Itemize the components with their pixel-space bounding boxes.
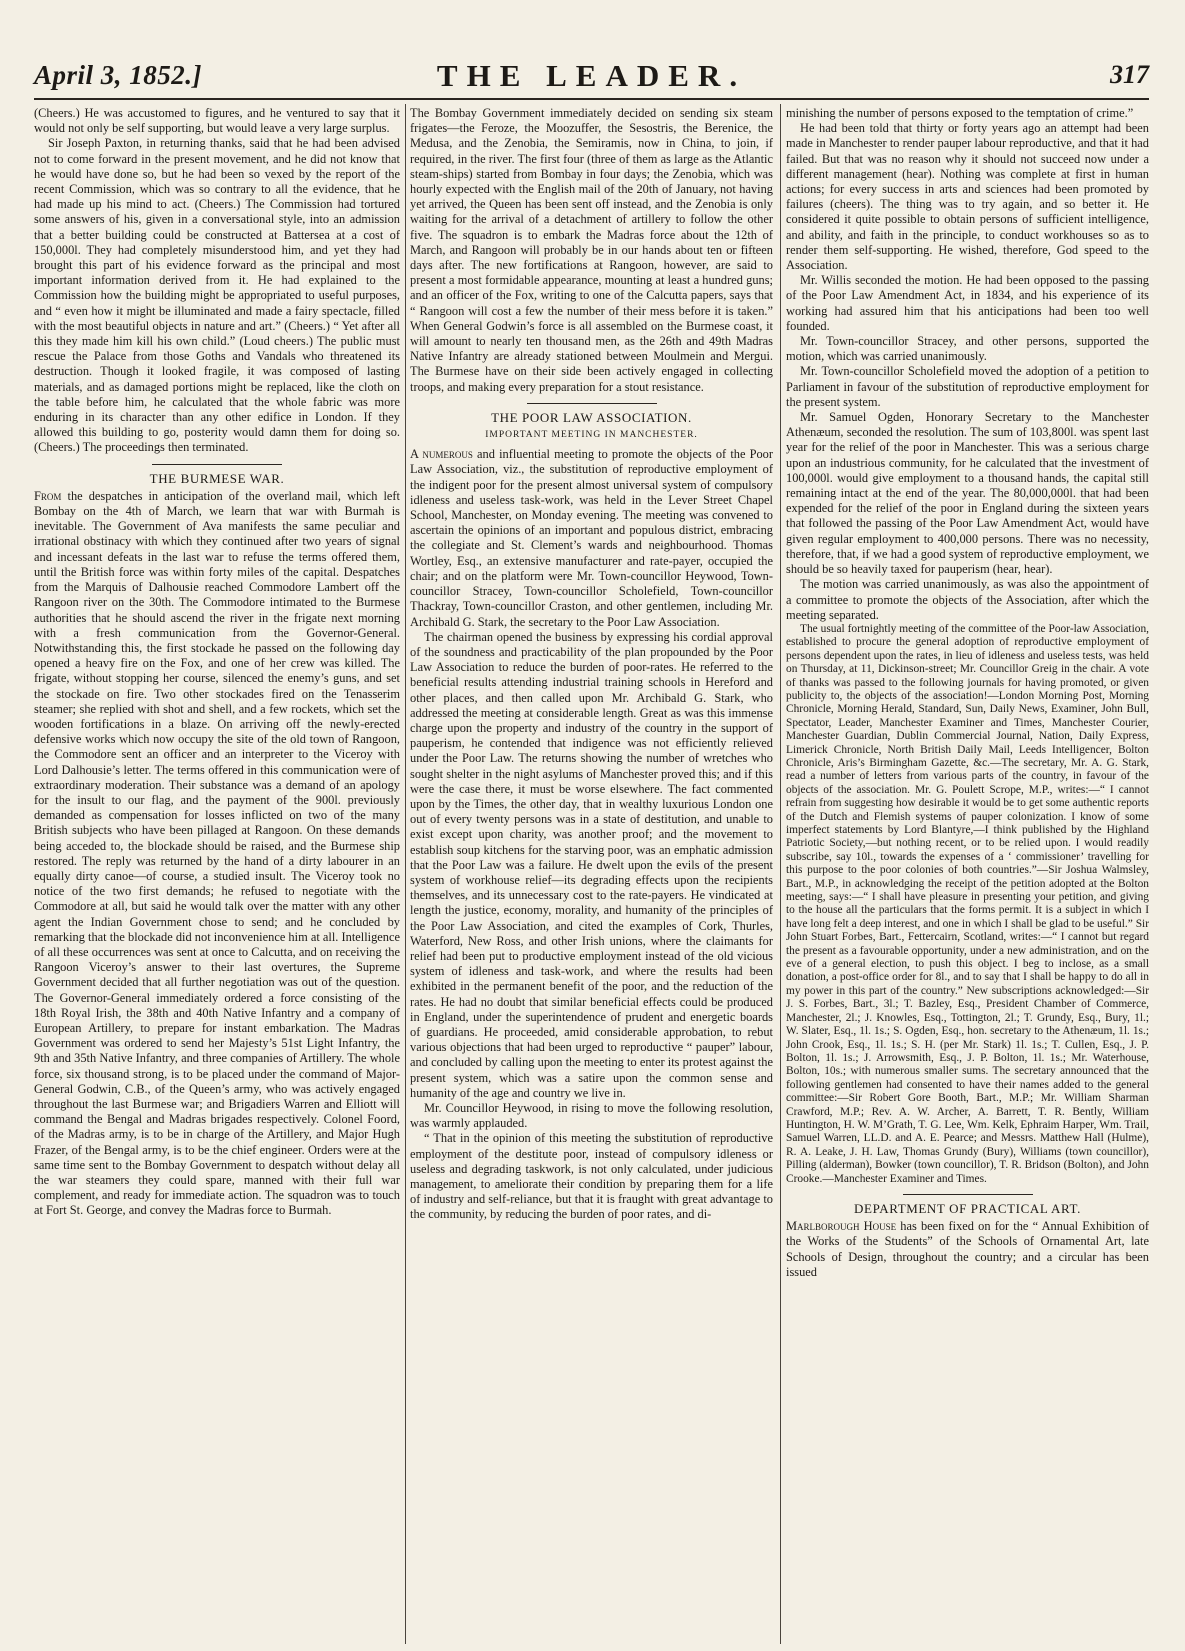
burmese-war-text: the despatches in anticipation of the overland mail, which left Bombay on the 4th of March, we learn that war with Burmah is inevitable. The Government of Ava manifests the same peculiar and irrational obstinacy with which they continued after two years of signal and incessant defeats in the last war to refuse the terms offered them, until the British force was within forty miles of the capital. Despatches from the Marquis of Dalhousie reached Commodore Lambert off the Rangoon river on the 30th. The Commodore intimated to the Burmese authorities that he should ascend the river in the frigate next morning with a fresh communication from the Governor-General. Notwithstanding this, the first stockade he passed on the following day opened a heavy fire on the Fox, and one of her crew was killed. The frigate, without stopping her course, silenced the enemy’s guns, and set the stockade on fire. Two other stockades fired on the Tenasserim steamer; she replied with shot and shell, and a few rockets, which set the wooden fortifications in a blaze. On arriving off the newly-erected defensive works which now occupy the site of the old town of Rangoon, the Commodore sent an officer and an interpreter to the Viceroy with Lord Dalhousie’s letter. The terms offered in this communication were of extraordinary moderation. Their substance was a demand of an apology for the insult to our flag, and the payment of the 900l. previously demanded as compensation for losses inflicted on two of the many British subjects who have been pillaged at Rangoon. On these demands being acceded to, the blockade should be raised, and the Burmese ship restored. The reply was returned by the hand of a dirty labourer in an equally dirty canoe—of course, a studied insult. The Viceroy took no notice of the two first demands; he refused to negotiate with the Commodore at all, but said he would talk over the matter with any other agent the Indian Government chose to send; and he concluded by remarking that the blockade did not inconvenience him at all. Intelligence of all these occurrences was sent at once to Calcutta, and on receiving the Rangoon Viceroy’s answer to their last overtures, the Supreme Government decided that all further negotiation was out of the question. The Governor-General immediately ordered a force consisting of the 18th Royal Irish, the 38th and 40th Native Infantry and a company of European Artillery, to prepare for instant embarkation. The Madras Government was ordered to send her Majesty’s 51st Light Infantry, the 9th and 35th Native Infantry, and three companies of Artillery. The whole force, six thousand strong, is to be placed under the command of Major-General Godwin, C.B., of the Queen’s army, who was actively engaged throughout the last Burmese war; and Brigadiers Warren and Elliott will command the Bengal and Madras brigades respectively. Colonel Foord, of the Madras army, is to be in charge of the Artillery, and Major Hugh Frazer, of the Bengal army, is to be the chief engineer. Orders were at the same time sent to the Bombay Government to despatch without delay all the war steamers they could spare, manned with their full war complement, and ready for immediate action. The squadron was to touch at Fort St. George, and convey the Madras force to Burmah. — [34, 488, 400, 1218]
poor-law-heading: THE POOR LAW ASSOCIATION. — [491, 409, 692, 425]
scholefield-paragraph: Mr. Town-councillor Scholefield moved the adoption of a petition to Parliament in favour of the substitution of reproductive employment for the present system. — [786, 364, 1149, 409]
resolution-continued: minishing the number of persons exposed to the temptation of crime.” — [786, 106, 1134, 120]
practical-art-paragraph — [786, 1219, 1149, 1280]
column-rule-left — [405, 104, 406, 1644]
resolution-paragraph: “ That in the opinion of this meeting the substitution of reproductive employment of the destitute poor, instead of compulsory idleness or useless and degrading taskwork, is not only calculated, under judicious management, to ameliorate their condition by preparing them for a life of industry and self-reliance, but that it is fraught with great advantage to the community, by reducing the burden of poor rates, and di- — [410, 1131, 773, 1222]
section-divider — [903, 1194, 1033, 1195]
issue-date: April 3, 1852.] — [34, 60, 203, 90]
poor-law-intro-text: and influential meeting to promote the objects of the Poor Law Association, viz., the substitution of reproductive employment of the indigent poor for the present almost universal system of compulsory idleness and useless task-work, was held in the Lever Street Chapel School, Manchester, on Monday evening. The meeting was convened to ascertain the opinions of an important and populous district, embracing the collegiate and St. Clement’s wards and neighbourhood. Thomas Wortley, Esq., an extensive manufacturer and rate-payer, occupied the chair; and on the platform were Mr. Town-councillor Heywood, Town-councillor Stracey, Town-councillor Scholefield, Town-councillor Thackray, Town-councillor Craston, and other gentlemen, including Mr. Archibald G. Stark, the secretary to the Poor Law Association. — [410, 447, 773, 629]
poor-law-intro-paragraph — [410, 447, 773, 629]
section-divider — [527, 403, 657, 404]
page-header — [34, 58, 1149, 98]
heywood-speech-paragraph: He had been told that thirty or forty years ago an attempt had been made in Manchester to render pauper labour reproductive, and that it had failed. But that was no reason why it should not succeed now under a different management (hear). Nothing was complete at first in human actions; for every success in arts and sciences had been promoted by failures (cheers). The thing was to try again, and so better it. He considered it quite possible to obtain persons of sufficient intelligence, and ability, and faith in the principle, to conduct workhouses so as to render them self-supporting. He wished, therefore, God speed to the Association. — [786, 121, 1149, 273]
crystal-palace-paragraph-end: (Cheers.) He was accustomed to figures, and he ventured to say that it would not only be self supporting, but would leave a very large surplus. — [34, 106, 400, 136]
burmese-war-lead-word: From — [34, 488, 62, 503]
stracey-paragraph: Mr. Town-councillor Stracey, and other persons, supported the motion, which was carried unanimously. — [786, 334, 1149, 364]
header-rule — [34, 98, 1149, 100]
poor-law-lead-words: A numerous — [410, 447, 473, 462]
poor-law-subheading: IMPORTANT MEETING IN MANCHESTER. — [485, 430, 698, 441]
masthead-title: THE LEADER. — [436, 58, 747, 93]
practical-art-text: has been fixed on for the “ Annual Exhibition of the Works of the Students” of the Schools of Ornamental Art, late Schools of Design, throughout the country; and a circular has been issued — [786, 1219, 1149, 1279]
chairman-paragraph: The chairman opened the business by expressing his cordial approval of the soundness and practicability of the plan propounded by the Poor Law Association to reduce the burden of poor-rates. He referred to the beneficial results attending industrial training schools in Hereford and other places, and then called upon Mr. Archibald G. Stark, who addressed the meeting at considerable length. Great as was this immense charge upon the property and industry of the country in the support of pauperism, he contended that indigence was not efficiently relieved under the Poor Law. The returns showing the number of wretches who sought shelter in the night asylums of Manchester proved this; and if this were the case there, it must be worse elsewhere. The fact commented upon by the Times, the other day, that in wealthy luxurious London one out of every twenty persons was in a state of destitution, and unable to exist except upon charity, was another proof; and the movement to establish soup kitchens for the starving poor, was an emphatic admission that the Poor Law was a failure. He dwelt upon the evils of the present system of workhouse relief—its degrading effects upon the recipients themselves, and its unnecessary cost to the rate-payers. He vindicated at length the justice, economy, morality, and humanity of the principles of the Poor Law Association, and cited the examples of Cork, Thurles, Waterford, New Ross, and other Irish unions, where the claimants for relief had been put to productive employment instead of the old vicious system of idleness and task-work, and where the results had been exhibited in the permanent benefit of the poor, and the reduction of the rates. He had no doubt that similar beneficial effects could be produced in England, under the superintendence of prudent and energetic boards of guardians. He proceeded, amid considerable approbation, to rebut various objections that had been urged to reproductive “ pauper” labour, and concluded by calling upon the meeting to enter its protest against the present system, which was a satire upon the common sense and humanity of the age and country we live in. — [410, 629, 773, 1100]
bombay-government-paragraph: The Bombay Government immediately decided on sending six steam frigates—the Feroze, the Moozuffer, the Sesostris, the Berenice, the Medusa, and the Zenobia, the Semiramis, now in China, to join, if required, in the river. The first four (three of them as large as the Atlantic steam-ships) started from Bombay in four days; the Zenobia, which was hourly expected with the English mail of the 20th of January, not having yet arrived, the Queen has been sent off instead, and the Zenobia is only waiting for the arrival of a detachment of artillery to follow the other five. The squadron is to embark the Madras force about the 12th of March, and Rangoon will probably be in our hands about ten or fifteen days after. The new fortifications at Rangoon, however, are said to present a most formidable appearance, mounting at least a hundred guns; and an officer of the Fox, writing to one of the Calcutta papers, says that “ Rangoon will cost a few the number of their mess before it is taken.” When General Godwin’s force is all assembled on the Burmese coast, it will amount to nearly ten thousand men, as the 26th and 49th Madras Native Infantry are already stationed between Moulmein and Mergui. The Burmese have on their side been actively engaged in collecting troops, and making every preparation for a stout resistance. — [410, 106, 773, 394]
heywood-paragraph: Mr. Councillor Heywood, in rising to move the following resolution, was warmly applauded. — [410, 1101, 773, 1131]
column-rule-right — [780, 104, 781, 1644]
committee-meeting-paragraph: The usual fortnightly meeting of the committee of the Poor-law Association, established to procure the general adoption of reproductive employment of persons dependent upon the rates, in lieu of idleness and useless tests, was held on Thursday, at 11, Dickinson-street; Mr. Councillor Greig in the chair. A vote of thanks was passed to the following journals for having promoted, or given publicity to, the objects of the association!—London Morning Post, Morning Chronicle, Morning Herald, Standard, Sun, Daily News, Examiner, John Bull, Spectator, Leader, Manchester Examiner and Times, Manchester Courier, Manchester Guardian, Dublin Commercial Journal, Nation, Daily Express, Limerick Chronicle, North British Daily Mail, Leeds Intelligencer, Bolton Chronicle, Aris’s Birmingham Gazette, &c.—The secretary, Mr. A. G. Stark, read a number of letters from various parts of the country, in favour of the objects of the association. Mr. G. Poulett Scrope, M.P., writes:—“ I cannot refrain from suggesting how desirable it would be to get some authentic reports of the Dutch and Flemish systems of pauper colonization. I know of some imperfect statements by Lord Blantyre,—I think published by the Highland Patriotic Society,—but nothing recent, or to be relied upon. I would readily subscribe, say 10l., towards the expenses of a ‘ commissioner’ travelling for this purpose to the poor colonies of both countries.”—Sir Joshua Walmsley, Bart., M.P., in acknowledging the receipt of the petition adopted at the Bolton meeting, says:—“ I shall have pleasure in presenting your petition, and giving to the house all the particulars that the forms permit. It is a subject in which I have long felt a deep interest, and one in which I shall be glad to be useful.” Sir John Stuart Forbes, Bart., Fettercairn, Scotland, writes:—“ I cannot but regard the present as a favourable opportunity, under a new administration, and on the eve of a general election, to push this object. I beg to inclose, as a small donation, a post-office order for 8l., and to say that I shall be happy to do all in my power in this part of the country.” New subscriptions acknowledged:—Sir J. S. Forbes, Bart., 3l.; T. Bazley, Esq., President Chamber of Commerce, Manchester, 2l.; J. Knowles, Esq., Tottington, 2l.; T. Grundy, Esq., Bury, 1l.; W. Slater, Esq., 1l. 1s.; S. Ogden, Esq., hon. secretary to the Athenæum, 1l. 1s.; John Crook, Esq., 1l. 1s.; S. H. (per Mr. Stark) 1l. 1s.; T. Cullen, Esq., J. P. Bolton, 1l. 1s.; J. Arrowsmith, Esq., J. P. Bolton, 1l. 1s.; Mr. Waterhouse, Bolton, 10s.; with numerous smaller sums. The secretary announced that the following gentlemen had consented to have their names added to the general committee:—Sir Robert Gore Booth, Bart., M.P.; Mr. William Sharman Crawford, M.P.; Rev. A. W. Archer, A. Barrett, T. R. Bently, William Huntington, H. W. M’Grath, T. G. Lee, Wm. Kelk, Ephraim Harper, Wm. Trail, Samuel Warren, LL.D. and A. E. Pearce; and Messrs. Matthew Hall (Hulme), R. A. Leake, J. H. Law, Thomas Grundy (Bury), Williams (town councillor), Pilling (alderman), Bowker (town councillor), T. R. Bridson (Bolton), and John Crooke.—Manchester Examiner and Times. — [786, 622, 1149, 1185]
motion-carried-paragraph: The motion was carried unanimously, as was also the appointment of a committee to promote the objects of the Association, after which the meeting separated. — [786, 577, 1149, 622]
burmese-war-paragraph — [34, 489, 400, 1219]
willis-paragraph: Mr. Willis seconded the motion. He had been opposed to the passing of the Poor Law Amendment Act, in 1834, and his experience of its working had assured him that his anticipations had been too well founded. — [786, 273, 1149, 333]
practical-art-heading: DEPARTMENT OF PRACTICAL ART. — [854, 1200, 1081, 1216]
ogden-paragraph: Mr. Samuel Ogden, Honorary Secretary to the Manchester Athenæum, seconded the resolution. The sum of 103,800l. was spent last year for the relief of the poor in Manchester. This was a serious charge upon an industrious community, for he calculated that the investment of 100,000l. would give employment to a thousand hands, the capital still remaining intact at the end of the year. The 80,000,000l. that had been expended for the relief of the poor in England during the sixteen years that followed the passing of the Poor Law Amendment Act, would have given regular employment to 400,000 persons. There was no necessity, therefore, that, if we had a good system of reproductive employment, we should be so heavily taxed for pauperism (hear, hear). — [786, 410, 1149, 577]
column-two — [410, 106, 773, 1644]
page-number: 317 — [1110, 60, 1149, 89]
burmese-war-heading: THE BURMESE WAR. — [149, 470, 285, 486]
column-one — [34, 106, 400, 1644]
practical-art-lead-words: Marlborough House — [786, 1219, 897, 1234]
section-divider — [152, 464, 282, 465]
paxton-speech-paragraph: Sir Joseph Paxton, in returning thanks, said that he had been advised not to come forward in the present movement, and he did not know that he would have done so, but he had been so vexed by the report of the recent Commission, which was so contrary to all the evidence, that he had made up his mind to act. (Cheers.) The Commission had tortured some answers of his, given in a conversational style, into an admission that a better building could be constructed at Battersea at a cost of 150,000l. They had completely misunderstood him, and yet they had brought this part of his evidence forward as the principal and most important information derived from it. He had explained to the Commission how the building might be appropriated to useful purposes, and “ even how it might be illuminated and made a fairy spectacle, filled with the most beautiful objects in nature and art.” (Cheers.) “ Yet after all this they made him kill his own child.” (Loud cheers.) The public must rescue the Palace from those Goths and Vandals who threatened its destruction. Though it looked fragile, it was composed of lasting materials, and as damaged portions might be replaced, like the cloth on the table before him, he calculated that the whole fabric was more enduring in its character than any other edifice in London. If they allowed this building to go, posterity would damn them for doing so. (Cheers.) The proceedings then terminated. — [34, 136, 400, 455]
column-three — [786, 106, 1149, 1644]
